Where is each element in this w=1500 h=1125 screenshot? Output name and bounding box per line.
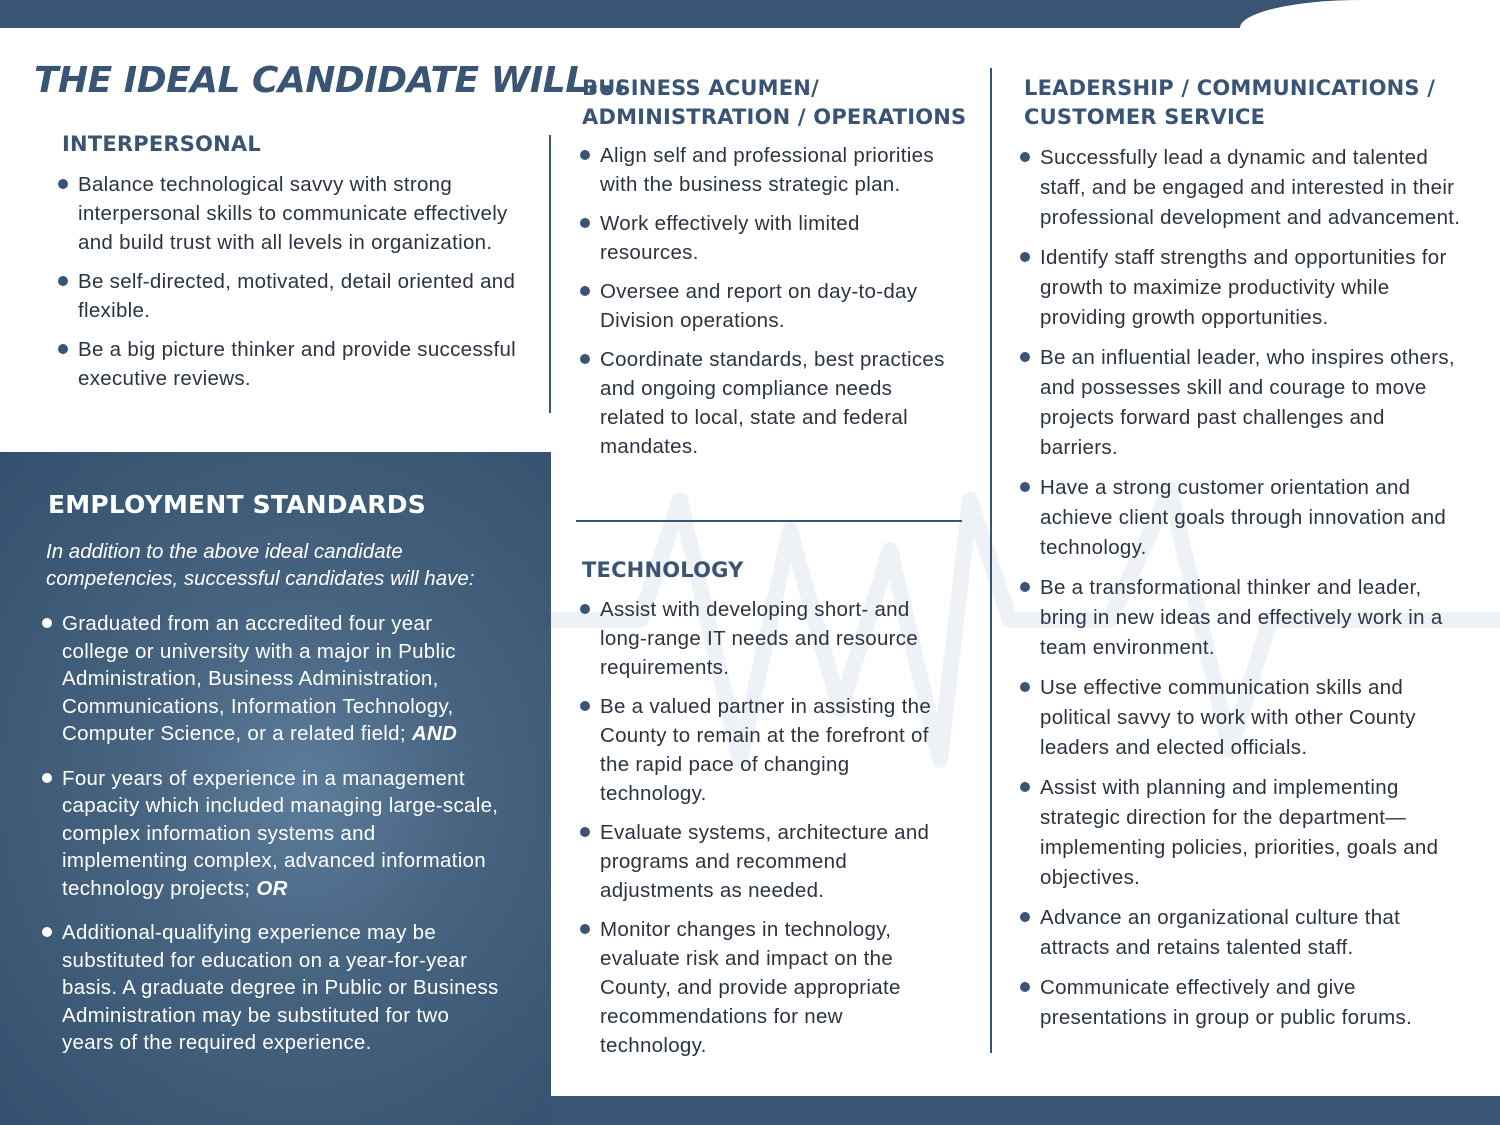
bullet-icon — [58, 344, 68, 354]
bullet-icon — [42, 927, 52, 937]
bullet-icon — [580, 827, 590, 837]
bullet-icon — [1020, 352, 1030, 362]
business-heading: BUSINESS ACUMEN/ ADMINISTRATION / OPERATIONS — [582, 76, 967, 129]
list-item: Be a valued partner in assisting the County to remain at the forefront of the rapid pace of changing technology. — [578, 692, 948, 808]
list-item: Be self-directed, motivated, detail oriented and flexible. — [56, 267, 526, 325]
bullet-icon — [1020, 582, 1030, 592]
list-item: Balance technological savvy with strong interpersonal skills to communicate effectively and build trust with all levels in organization. — [56, 170, 526, 257]
bottom-banner — [550, 1096, 1500, 1125]
bullet-icon — [42, 773, 52, 783]
list-item: Coordinate standards, best practices and ongoing compliance needs related to local, state and federal mandates. — [578, 345, 958, 461]
employment-standards-heading: EMPLOYMENT STANDARDS — [48, 490, 426, 519]
list-item: Use effective communication skills and political savvy to work with other County leaders and elected officials. — [1018, 673, 1468, 763]
list-item: Be a big picture thinker and provide successful executive reviews. — [56, 335, 526, 393]
interpersonal-list — [56, 170, 526, 393]
list-item: Have a strong customer orientation and achieve client goals through innovation and technology. — [1018, 473, 1468, 563]
list-item: Oversee and report on day-to-day Division operations. — [578, 277, 958, 335]
bullet-icon — [580, 604, 590, 614]
employment-intro: In addition to the above ideal candidate competencies, successful candidates will have: — [46, 540, 475, 590]
list-item: Evaluate systems, architecture and programs and recommend adjustments as needed. — [578, 818, 948, 905]
interpersonal-divider — [549, 135, 551, 413]
technology-divider — [576, 520, 962, 522]
list-item: Graduated from an accredited four year college or university with a major in Public Administration, Business Administration, Communications, Information Technology, Computer Science, or a related field; AND — [40, 610, 505, 748]
list-item: Be an influential leader, who inspires others, and possesses skill and courage to move projects forward past challenges and barriers. — [1018, 343, 1468, 463]
technology-heading: TECHNOLOGY — [582, 558, 744, 582]
bullet-icon — [580, 150, 590, 160]
list-item: Assist with developing short- and long-range IT needs and resource requirements. — [578, 595, 948, 682]
bullet-icon — [1020, 782, 1030, 792]
bullet-icon — [580, 218, 590, 228]
bullet-icon — [1020, 152, 1030, 162]
list-item: Align self and professional priorities with the business strategic plan. — [578, 141, 958, 199]
employment-list — [40, 610, 505, 1074]
list-item: Identify staff strengths and opportunities for growth to maximize productivity while providing growth opportunities. — [1018, 243, 1468, 333]
bullet-icon — [1020, 682, 1030, 692]
page-title: THE IDEAL CANDIDATE WILL... — [34, 60, 628, 101]
bullet-icon — [580, 354, 590, 364]
list-item: Additional-qualifying experience may be substituted for education on a year-for-year basis. A graduate degree in Public or Business Administration may be substituted for two years of the required experience. — [40, 919, 505, 1057]
bullet-icon — [58, 276, 68, 286]
technology-list — [578, 595, 948, 1060]
bullet-icon — [1020, 252, 1030, 262]
list-item: Assist with planning and implementing strategic direction for the department—implementing policies, priorities, goals and objectives. — [1018, 773, 1468, 893]
bullet-icon — [58, 179, 68, 189]
bullet-icon — [580, 924, 590, 934]
list-item: Communicate effectively and give presentations in group or public forums. — [1018, 973, 1468, 1033]
list-item: Be a transformational thinker and leader, bring in new ideas and effectively work in a team environment. — [1018, 573, 1468, 663]
bullet-icon — [1020, 912, 1030, 922]
bullet-icon — [42, 618, 52, 628]
column-divider — [990, 68, 992, 1053]
bullet-icon — [580, 701, 590, 711]
interpersonal-heading: INTERPERSONAL — [62, 132, 261, 156]
business-list — [578, 141, 958, 461]
leadership-list — [1018, 143, 1468, 1033]
list-item: Work effectively with limited resources. — [578, 209, 958, 267]
list-item: Four years of experience in a management capacity which included managing large-scale, complex information systems and implementing complex, advanced information technology projects; OR — [40, 765, 505, 903]
list-item: Advance an organizational culture that attracts and retains talented staff. — [1018, 903, 1468, 963]
bullet-icon — [1020, 982, 1030, 992]
list-item: Monitor changes in technology, evaluate risk and impact on the County, and provide appropriate recommendations for new technology. — [578, 915, 948, 1060]
leadership-heading: LEADERSHIP / COMMUNICATIONS / CUSTOMER SERVICE — [1024, 76, 1436, 129]
list-item: Successfully lead a dynamic and talented staff, and be engaged and interested in their professional development and advancement. — [1018, 143, 1468, 233]
bullet-icon — [580, 286, 590, 296]
bullet-icon — [1020, 482, 1030, 492]
